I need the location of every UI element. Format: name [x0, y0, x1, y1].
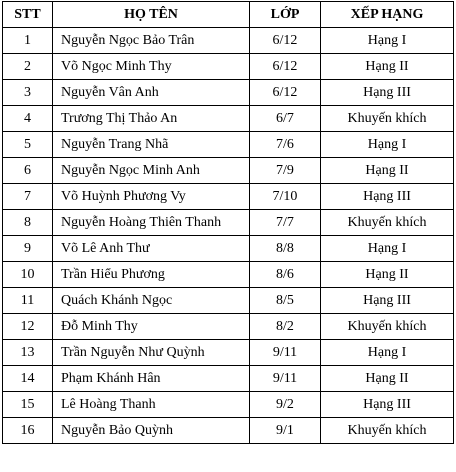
cell-name: Lê Hoàng Thanh: [53, 392, 250, 418]
cell-stt: 11: [3, 288, 53, 314]
cell-stt: 14: [3, 366, 53, 392]
cell-rank: Hạng I: [321, 28, 454, 54]
ranking-table: [2, 1, 454, 444]
cell-class: 8/2: [250, 314, 321, 340]
cell-stt: 3: [3, 80, 53, 106]
cell-class: 6/12: [250, 28, 321, 54]
cell-class: 8/6: [250, 262, 321, 288]
cell-rank: Hạng II: [321, 262, 454, 288]
cell-name: Nguyễn Trang Nhã: [53, 132, 250, 158]
cell-class: 9/1: [250, 418, 321, 444]
cell-name: Võ Lê Anh Thư: [53, 236, 250, 262]
cell-rank: Hạng I: [321, 132, 454, 158]
table-row: [3, 184, 454, 210]
table-row: [3, 314, 454, 340]
table-row: [3, 80, 454, 106]
table-row: [3, 106, 454, 132]
cell-stt: 4: [3, 106, 53, 132]
header-rank: XẾP HẠNG: [321, 2, 454, 28]
cell-rank: Hạng III: [321, 392, 454, 418]
cell-name: Nguyễn Hoàng Thiên Thanh: [53, 210, 250, 236]
cell-stt: 15: [3, 392, 53, 418]
table-row: [3, 28, 454, 54]
cell-name: Nguyễn Ngọc Minh Anh: [53, 158, 250, 184]
table-row: [3, 392, 454, 418]
cell-rank: Khuyến khích: [321, 418, 454, 444]
cell-rank: Hạng III: [321, 80, 454, 106]
table-row: [3, 262, 454, 288]
cell-rank: Hạng III: [321, 184, 454, 210]
cell-name: Trương Thị Thảo An: [53, 106, 250, 132]
cell-name: Trần Hiểu Phương: [53, 262, 250, 288]
cell-name: Võ Ngọc Minh Thy: [53, 54, 250, 80]
cell-stt: 12: [3, 314, 53, 340]
cell-class: 9/2: [250, 392, 321, 418]
cell-name: Đỗ Minh Thy: [53, 314, 250, 340]
cell-class: 7/10: [250, 184, 321, 210]
cell-name: Võ Huỳnh Phương Vy: [53, 184, 250, 210]
cell-stt: 1: [3, 28, 53, 54]
cell-class: 8/5: [250, 288, 321, 314]
table-header-row: [3, 2, 454, 28]
cell-class: 6/7: [250, 106, 321, 132]
header-class: LỚP: [250, 2, 321, 28]
cell-stt: 5: [3, 132, 53, 158]
table-row: [3, 54, 454, 80]
cell-stt: 10: [3, 262, 53, 288]
cell-name: Nguyễn Bảo Quỳnh: [53, 418, 250, 444]
header-stt: STT: [3, 2, 53, 28]
cell-class: 9/11: [250, 366, 321, 392]
cell-class: 7/6: [250, 132, 321, 158]
table-row: [3, 340, 454, 366]
table-row: [3, 366, 454, 392]
cell-stt: 6: [3, 158, 53, 184]
cell-rank: Hạng II: [321, 366, 454, 392]
table-body: [3, 28, 454, 444]
cell-stt: 13: [3, 340, 53, 366]
cell-rank: Khuyến khích: [321, 106, 454, 132]
cell-class: 7/9: [250, 158, 321, 184]
table-row: [3, 158, 454, 184]
header-name: HỌ TÊN: [53, 2, 250, 28]
cell-class: 9/11: [250, 340, 321, 366]
cell-rank: Hạng II: [321, 158, 454, 184]
cell-class: 6/12: [250, 54, 321, 80]
table-row: [3, 418, 454, 444]
cell-class: 7/7: [250, 210, 321, 236]
cell-name: Trần Nguyễn Như Quỳnh: [53, 340, 250, 366]
cell-stt: 9: [3, 236, 53, 262]
cell-rank: Khuyến khích: [321, 210, 454, 236]
cell-class: 8/8: [250, 236, 321, 262]
cell-rank: Hạng I: [321, 340, 454, 366]
table-row: [3, 132, 454, 158]
cell-rank: Hạng III: [321, 288, 454, 314]
cell-name: Quách Khánh Ngọc: [53, 288, 250, 314]
cell-stt: 8: [3, 210, 53, 236]
cell-name: Nguyễn Ngọc Bảo Trân: [53, 28, 250, 54]
cell-stt: 7: [3, 184, 53, 210]
cell-name: Nguyễn Vân Anh: [53, 80, 250, 106]
cell-rank: Hạng I: [321, 236, 454, 262]
cell-stt: 16: [3, 418, 53, 444]
table-row: [3, 210, 454, 236]
table-row: [3, 236, 454, 262]
table-row: [3, 288, 454, 314]
cell-stt: 2: [3, 54, 53, 80]
cell-rank: Khuyến khích: [321, 314, 454, 340]
cell-name: Phạm Khánh Hân: [53, 366, 250, 392]
cell-rank: Hạng II: [321, 54, 454, 80]
cell-class: 6/12: [250, 80, 321, 106]
